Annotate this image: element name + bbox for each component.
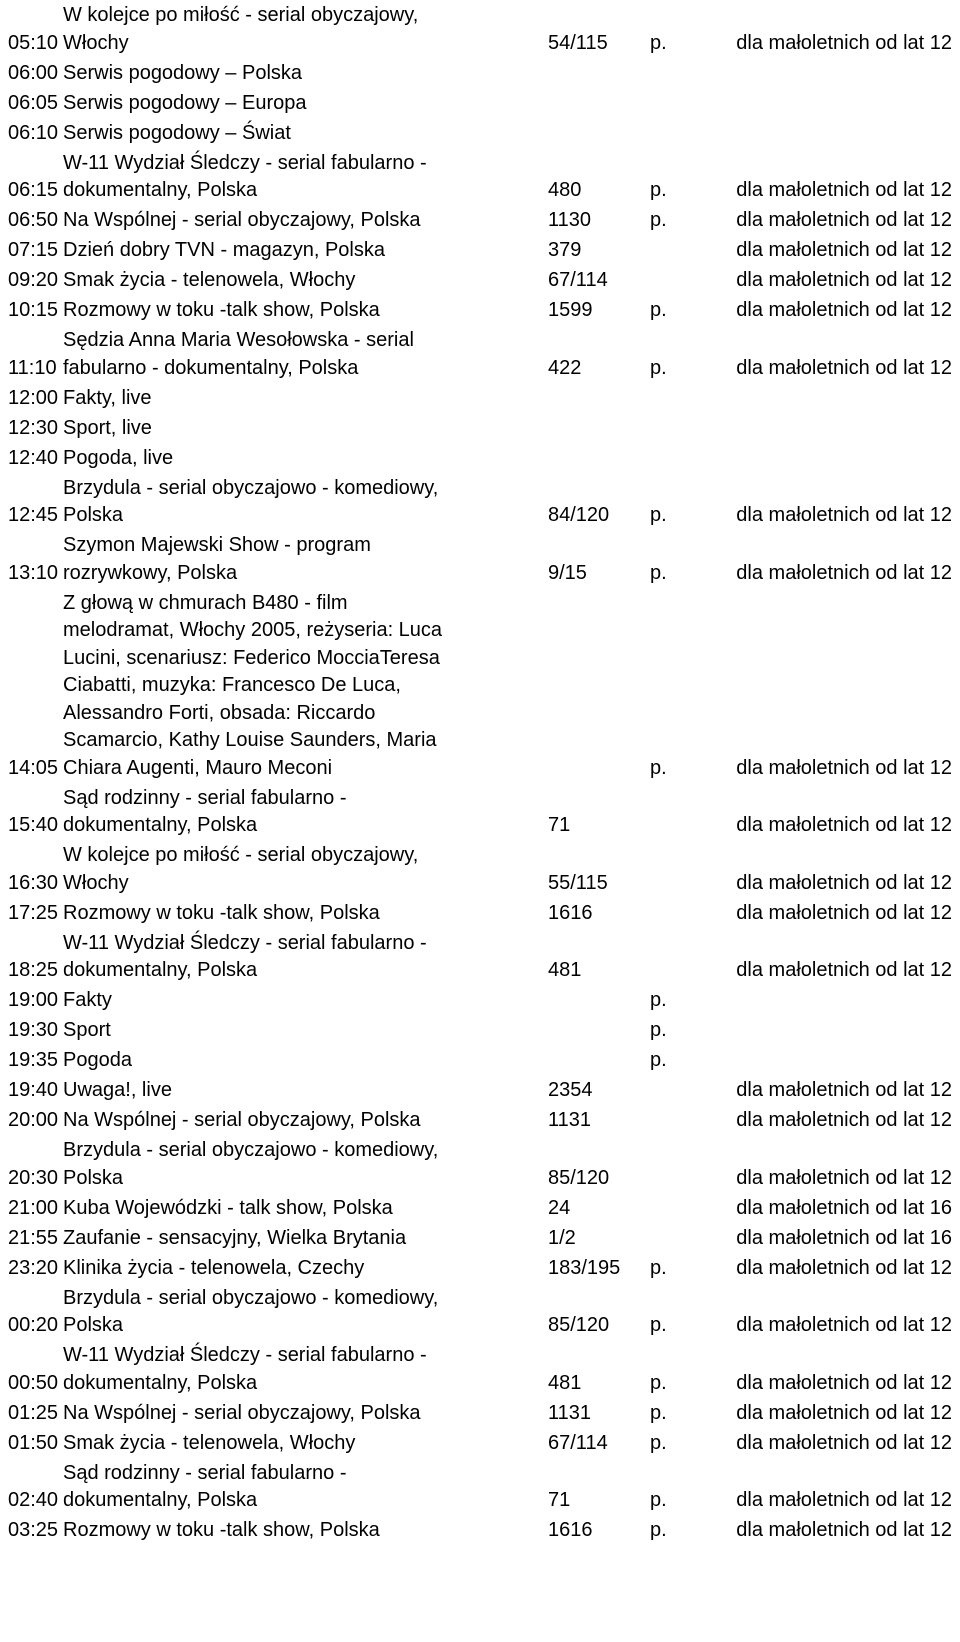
age-rating: dla małoletnich od lat 12 — [736, 756, 952, 779]
program-row — [0, 297, 960, 325]
program-title-line: Fakty — [63, 989, 112, 1011]
program-title-line: Dzień dobry TVN - magazyn, Polska — [63, 239, 385, 261]
program-time: 01:50 — [8, 1431, 59, 1454]
program-title-line: Sąd rodzinny - serial fabularno - — [63, 786, 347, 809]
program-row — [0, 1225, 960, 1253]
age-rating: dla małoletnich od lat 12 — [736, 1109, 952, 1131]
program-title-line: Pogoda, live — [63, 446, 174, 469]
age-rating: dla małoletnich od lat 12 — [736, 356, 952, 379]
program-time: 17:25 — [8, 901, 59, 924]
program-time: 19:00 — [8, 989, 59, 1011]
age-rating: dla małoletnich od lat 16 — [736, 1226, 952, 1249]
program-time: 06:15 — [8, 179, 59, 201]
program-row — [0, 1047, 960, 1075]
program-time: 21:55 — [8, 1226, 59, 1249]
program-episode: 1599 — [548, 299, 593, 321]
program-title-line: Rozmowy w toku -talk show, Polska — [63, 299, 380, 321]
program-time: 19:30 — [8, 1019, 59, 1041]
program-title-line: Sędzia Anna Maria Wesołowska - serial — [63, 329, 414, 351]
program-title-line: Sport — [63, 1019, 111, 1041]
program-title-line: Smak życia - telenowela, Włochy — [63, 269, 356, 291]
program-title-line: Scamarcio, Kathy Louise Saunders, Maria — [63, 729, 437, 751]
program-row — [0, 415, 960, 443]
program-title — [63, 1255, 533, 1283]
program-row — [0, 842, 960, 897]
premiere-mark: p. — [650, 1519, 667, 1541]
program-title — [63, 385, 533, 413]
age-rating: dla małoletnich od lat 12 — [736, 1256, 952, 1279]
program-row — [0, 2, 960, 57]
program-episode: 85/120 — [548, 1314, 610, 1336]
age-rating: dla małoletnich od lat 12 — [736, 209, 952, 231]
program-title-line: Na Wspólnej - serial obyczajowy, Polska — [63, 1109, 421, 1131]
age-rating: dla małoletnich od lat 12 — [736, 1519, 952, 1541]
age-rating: dla małoletnich od lat 12 — [736, 901, 952, 924]
program-title-line: W-11 Wydział Śledczy - serial fabularno - — [63, 1344, 427, 1366]
program-title — [63, 532, 533, 587]
program-title-line: Włochy — [63, 871, 129, 894]
program-title-line: Alessandro Forti, obsada: Riccardo — [63, 701, 376, 724]
age-rating: dla małoletnich od lat 12 — [736, 1431, 952, 1454]
program-episode: 1616 — [548, 901, 593, 924]
program-title — [63, 327, 533, 382]
program-episode: 481 — [548, 1371, 582, 1394]
program-title-line: Brzydula - serial obyczajowo - komediowy, — [63, 476, 439, 499]
premiere-mark: p. — [650, 356, 667, 379]
program-row — [0, 1517, 960, 1545]
age-rating: dla małoletnich od lat 12 — [736, 1371, 952, 1394]
program-title — [63, 1047, 533, 1075]
program-episode: 1/2 — [548, 1226, 576, 1249]
program-title-line: Włochy — [63, 31, 129, 54]
program-title — [63, 150, 533, 205]
program-title-line: Serwis pogodowy – Świat — [63, 121, 291, 144]
program-episode: 71 — [548, 814, 571, 836]
program-row — [0, 1107, 960, 1135]
age-rating: dla małoletnich od lat 12 — [736, 179, 952, 201]
program-episode: 67/114 — [548, 1431, 608, 1454]
program-episode: 1130 — [548, 209, 592, 231]
program-row — [0, 1460, 960, 1515]
premiere-mark: p. — [650, 1489, 667, 1511]
program-row — [0, 987, 960, 1015]
age-rating: dla małoletnich od lat 12 — [736, 959, 952, 981]
program-title-line: rozrywkowy, Polska — [63, 561, 238, 584]
program-title — [63, 267, 533, 295]
program-time: 09:20 — [8, 269, 59, 291]
age-rating: dla małoletnich od lat 12 — [736, 299, 952, 321]
premiere-mark: p. — [650, 756, 667, 779]
program-row — [0, 1137, 960, 1192]
program-episode: 1131 — [548, 1109, 592, 1131]
program-episode: 9/15 — [548, 561, 587, 584]
program-time: 12:30 — [8, 416, 59, 439]
program-title — [63, 930, 533, 985]
program-time: 02:40 — [8, 1489, 59, 1511]
program-episode: 1131 — [548, 1401, 592, 1424]
age-rating: dla małoletnich od lat 12 — [736, 239, 952, 261]
program-time: 06:10 — [8, 121, 59, 144]
age-rating: dla małoletnich od lat 12 — [736, 504, 952, 526]
program-title-line: Uwaga!, live — [63, 1079, 172, 1101]
program-title — [63, 1137, 533, 1192]
program-row — [0, 1430, 960, 1458]
program-title-line: Z głową w chmurach B480 - film — [63, 591, 348, 614]
premiere-mark: p. — [650, 1314, 667, 1336]
program-title — [63, 60, 533, 88]
program-title-line: Klinika życia - telenowela, Czechy — [63, 1256, 365, 1279]
program-row — [0, 900, 960, 928]
program-row — [0, 120, 960, 148]
age-rating: dla małoletnich od lat 12 — [736, 269, 952, 291]
program-row — [0, 1342, 960, 1397]
program-title-line: Brzydula - serial obyczajowo - komediowy, — [63, 1139, 439, 1161]
program-title-line: Kuba Wojewódzki - talk show, Polska — [63, 1196, 393, 1219]
program-title — [63, 445, 533, 473]
program-row — [0, 532, 960, 587]
program-time: 00:20 — [8, 1314, 59, 1336]
program-row — [0, 785, 960, 840]
program-title-line: W-11 Wydział Śledczy - serial fabularno - — [63, 931, 427, 954]
age-rating: dla małoletnich od lat 12 — [736, 814, 952, 836]
premiere-mark: p. — [650, 504, 667, 526]
program-row — [0, 1077, 960, 1105]
program-title-line: Fakty, live — [63, 386, 152, 409]
age-rating: dla małoletnich od lat 12 — [736, 561, 952, 584]
program-title — [63, 1285, 533, 1340]
program-row — [0, 445, 960, 473]
program-row — [0, 267, 960, 295]
program-time: 01:25 — [8, 1401, 59, 1424]
program-row — [0, 1195, 960, 1223]
program-time: 07:15 — [8, 239, 59, 261]
program-title-line: Serwis pogodowy – Europa — [63, 91, 307, 114]
program-row — [0, 327, 960, 382]
program-episode: 480 — [548, 179, 582, 201]
program-title — [63, 987, 533, 1015]
program-time: 16:30 — [8, 871, 59, 894]
premiere-mark: p. — [650, 299, 667, 321]
program-title — [63, 207, 533, 235]
program-row — [0, 60, 960, 88]
program-episode: 55/115 — [548, 871, 608, 894]
program-row — [0, 475, 960, 530]
premiere-mark: p. — [650, 1401, 667, 1424]
program-time: 00:50 — [8, 1371, 59, 1394]
program-title — [63, 1017, 533, 1045]
program-title — [63, 120, 533, 148]
program-episode: 54/115 — [548, 31, 608, 54]
program-title-line: dokumentalny, Polska — [63, 179, 258, 201]
program-time: 15:40 — [8, 814, 59, 836]
program-row — [0, 237, 960, 265]
program-title-line: W kolejce po miłość - serial obyczajowy, — [63, 844, 419, 866]
program-episode: 71 — [548, 1489, 571, 1511]
program-time: 06:00 — [8, 61, 59, 84]
program-title — [63, 785, 533, 840]
program-time: 12:40 — [8, 446, 59, 469]
program-title-line: dokumentalny, Polska — [63, 959, 258, 981]
program-title — [63, 1400, 533, 1428]
age-rating: dla małoletnich od lat 16 — [736, 1196, 952, 1219]
program-title-line: Pogoda — [63, 1049, 132, 1071]
program-title-line: Szymon Majewski Show - program — [63, 534, 371, 556]
premiere-mark: p. — [650, 1256, 667, 1279]
program-title — [63, 1517, 533, 1545]
program-title-line: fabularno - dokumentalny, Polska — [63, 356, 359, 379]
program-title-line: Brzydula - serial obyczajowo - komediowy, — [63, 1286, 439, 1309]
program-row — [0, 207, 960, 235]
premiere-mark: p. — [650, 31, 667, 54]
program-episode: 24 — [548, 1196, 571, 1219]
program-title — [63, 2, 533, 57]
program-title-line: Sąd rodzinny - serial fabularno - — [63, 1461, 347, 1484]
program-time: 11:10 — [8, 356, 57, 379]
program-time: 05:10 — [8, 31, 59, 54]
premiere-mark: p. — [650, 209, 667, 231]
age-rating: dla małoletnich od lat 12 — [736, 1314, 952, 1336]
program-time: 06:05 — [8, 91, 59, 114]
program-title-line: Na Wspólnej - serial obyczajowy, Polska — [63, 1401, 421, 1424]
program-title-line: Lucini, scenariusz: Federico MocciaTeresa — [63, 646, 440, 669]
program-title — [63, 1225, 533, 1253]
program-row — [0, 150, 960, 205]
program-title — [63, 590, 533, 783]
program-time: 18:25 — [8, 959, 59, 981]
program-title — [63, 1342, 533, 1397]
program-title — [63, 90, 533, 118]
premiere-mark: p. — [650, 179, 667, 201]
program-episode: 183/195 — [548, 1256, 621, 1279]
program-episode: 84/120 — [548, 504, 610, 526]
age-rating: dla małoletnich od lat 12 — [736, 31, 952, 54]
premiere-mark: p. — [650, 1019, 667, 1041]
program-title — [63, 237, 533, 265]
program-title-line: W kolejce po miłość - serial obyczajowy, — [63, 4, 419, 26]
program-title — [63, 900, 533, 928]
program-row — [0, 1255, 960, 1283]
program-title — [63, 1107, 533, 1135]
program-time: 12:45 — [8, 504, 59, 526]
program-title-line: Ciabatti, muzyka: Francesco De Luca, — [63, 674, 401, 696]
program-title-line: melodramat, Włochy 2005, reżyseria: Luca — [63, 619, 443, 641]
program-episode: 379 — [548, 239, 582, 261]
program-title-line: Polska — [63, 1314, 124, 1336]
program-time: 12:00 — [8, 386, 59, 409]
age-rating: dla małoletnich od lat 12 — [736, 1166, 952, 1189]
program-episode: 422 — [548, 356, 582, 379]
program-time: 13:10 — [8, 561, 59, 584]
age-rating: dla małoletnich od lat 12 — [736, 1489, 952, 1511]
program-time: 23:20 — [8, 1256, 59, 1279]
program-time: 03:25 — [8, 1519, 59, 1541]
program-row — [0, 1400, 960, 1428]
program-title-line: Sport, live — [63, 416, 152, 439]
program-title — [63, 842, 533, 897]
program-title-line: Smak życia - telenowela, Włochy — [63, 1431, 356, 1454]
program-title — [63, 1430, 533, 1458]
program-title-line: Polska — [63, 1166, 124, 1189]
program-row — [0, 1285, 960, 1340]
program-episode: 67/114 — [548, 269, 608, 291]
program-episode: 2354 — [548, 1079, 593, 1101]
program-title — [63, 415, 533, 443]
program-title-line: Rozmowy w toku -talk show, Polska — [63, 901, 380, 924]
program-row — [0, 590, 960, 783]
program-title — [63, 1077, 533, 1105]
program-time: 19:35 — [8, 1049, 59, 1071]
program-time: 20:00 — [8, 1109, 59, 1131]
program-row — [0, 930, 960, 985]
program-time: 06:50 — [8, 209, 59, 231]
program-row — [0, 1017, 960, 1045]
program-title-line: dokumentalny, Polska — [63, 814, 258, 836]
premiere-mark: p. — [650, 989, 667, 1011]
program-time: 21:00 — [8, 1196, 59, 1219]
premiere-mark: p. — [650, 1371, 667, 1394]
program-episode: 85/120 — [548, 1166, 610, 1189]
program-episode: 1616 — [548, 1519, 593, 1541]
age-rating: dla małoletnich od lat 12 — [736, 871, 952, 894]
premiere-mark: p. — [650, 561, 667, 584]
program-episode: 481 — [548, 959, 582, 981]
program-title-line: Chiara Augenti, Mauro Meconi — [63, 756, 333, 779]
age-rating: dla małoletnich od lat 12 — [736, 1079, 952, 1101]
age-rating: dla małoletnich od lat 12 — [736, 1401, 952, 1424]
program-title — [63, 1195, 533, 1223]
program-time: 20:30 — [8, 1166, 59, 1189]
program-row — [0, 385, 960, 413]
program-title-line: Rozmowy w toku -talk show, Polska — [63, 1519, 380, 1541]
program-title-line: Serwis pogodowy – Polska — [63, 61, 303, 84]
premiere-mark: p. — [650, 1431, 667, 1454]
program-title-line: Na Wspólnej - serial obyczajowy, Polska — [63, 209, 421, 231]
program-row — [0, 90, 960, 118]
program-title — [63, 297, 533, 325]
program-title — [63, 475, 533, 530]
program-title — [63, 1460, 533, 1515]
program-title-line: Polska — [63, 504, 124, 526]
program-time: 10:15 — [8, 299, 59, 321]
program-time: 19:40 — [8, 1079, 59, 1101]
program-title-line: W-11 Wydział Śledczy - serial fabularno - — [63, 151, 427, 174]
program-time: 14:05 — [8, 756, 59, 779]
premiere-mark: p. — [650, 1049, 667, 1071]
program-title-line: Zaufanie - sensacyjny, Wielka Brytania — [63, 1226, 407, 1249]
program-title-line: dokumentalny, Polska — [63, 1489, 258, 1511]
program-title-line: dokumentalny, Polska — [63, 1371, 258, 1394]
